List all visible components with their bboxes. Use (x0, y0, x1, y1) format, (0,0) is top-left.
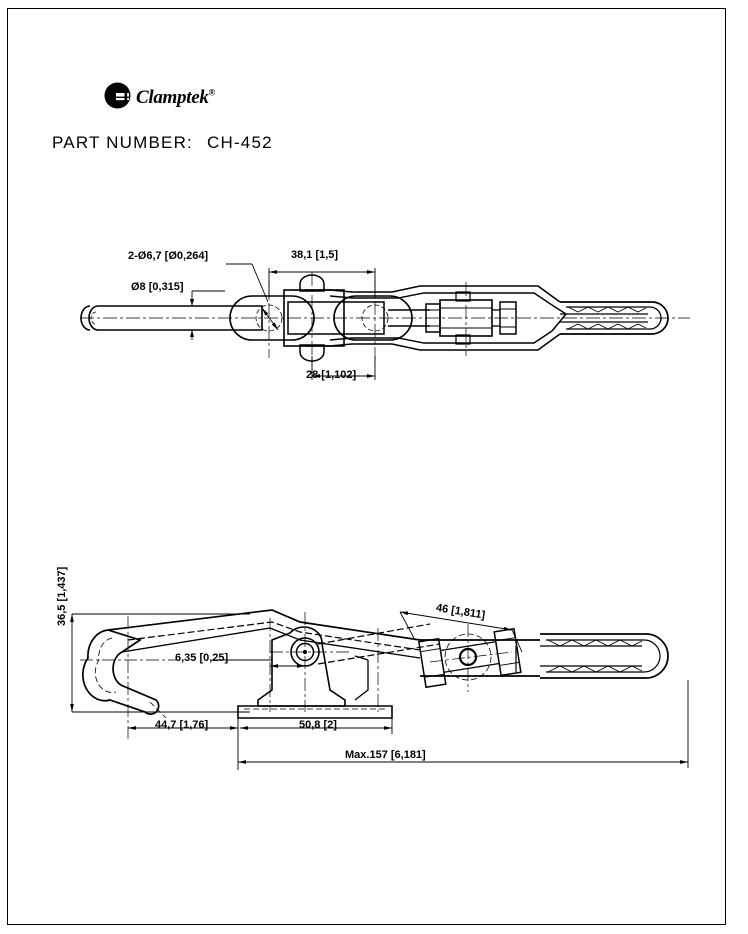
brand-name-text: Clamptek (136, 86, 209, 108)
dim-handle-46: 46 [1,811] (435, 602, 486, 622)
dim-base-length-508: 50,8 [2] (299, 719, 337, 731)
dim-offset-635: 6,35 [0,25] (175, 652, 229, 664)
dim-rod-diameter: Ø8 [0,315] (131, 281, 184, 293)
part-number-value: CH-452 (206, 133, 273, 152)
dim-hook-reach-447: 44,7 [1,76] (155, 719, 209, 731)
elevation-view-geometry (83, 610, 668, 718)
dim-overall-max-157: Max.157 [6,181] (345, 749, 426, 761)
dim-height-365: 36,5 [1,437] (56, 566, 68, 626)
dim-hole-diameter: 2-Ø6,7 [Ø0,264] (128, 250, 209, 262)
part-number-label: PART NUMBER: (52, 133, 193, 152)
dim-width-28: 28 [1,102] (306, 369, 357, 381)
registered-mark: ® (208, 87, 215, 98)
dim-width-38: 38,1 [1,5] (291, 249, 339, 261)
